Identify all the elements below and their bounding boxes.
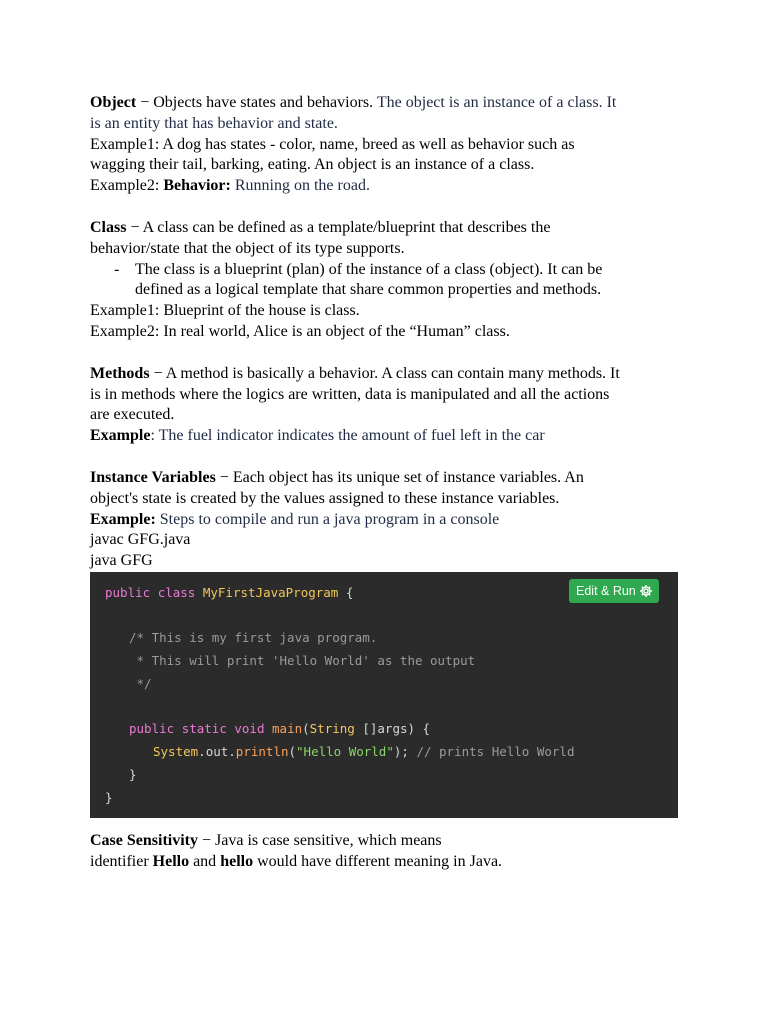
case-word-hello-lower: hello — [220, 852, 254, 870]
compile-command: javac GFG.java — [90, 531, 191, 549]
code-line-main — [129, 720, 430, 738]
code-line-close-class: } — [105, 790, 113, 805]
code-field: out — [205, 744, 229, 759]
methods-line-2: is in methods where the logics are written, data is manipulated and all the actions — [90, 385, 610, 403]
instance-vars-line-2: object's state is created by the values assigned to these instance variables. — [90, 489, 560, 507]
instance-vars-term: Instance Variables — [90, 468, 216, 486]
code-block — [90, 572, 678, 818]
class-bullet-text-2: defined as a logical template that share common properties and methods. — [135, 281, 602, 299]
methods-line-1 — [90, 364, 690, 385]
code-punct: []args) { — [354, 721, 431, 736]
code-keyword: static — [181, 721, 227, 736]
code-class-name: MyFirstJavaProgram — [202, 585, 339, 600]
code-class-ref: System — [153, 744, 199, 759]
object-example2 — [90, 176, 690, 197]
code-line-println — [153, 743, 574, 761]
run-command: java GFG — [90, 552, 153, 570]
code-punct: . — [228, 744, 236, 759]
class-line-1 — [90, 218, 690, 239]
case-line-1 — [90, 831, 690, 852]
methods-example — [90, 426, 690, 447]
object-term: Object — [90, 94, 137, 111]
code-keyword: class — [157, 585, 196, 600]
class-bullet-text-1: The class is a blueprint (plan) of the instance of a class (object). It can be — [135, 260, 603, 278]
object-example2-prefix: Example2: — [90, 177, 164, 195]
object-line-2: is an entity that has behavior and state. — [90, 114, 338, 132]
class-example2: Example2: In real world, Alice is an object of the “Human” class. — [90, 322, 510, 340]
code-punct: ( — [288, 744, 297, 759]
edit-and-run-label: Edit & Run — [576, 584, 636, 598]
case-sensitivity-section — [90, 831, 690, 873]
class-bullet-line-2 — [90, 280, 690, 301]
object-example2-label: Behavior: — [163, 177, 231, 195]
instance-vars-example-text: Steps to compile and run a java program in a console — [155, 510, 500, 528]
class-bullet-line-1 — [90, 260, 690, 281]
code-keyword: void — [234, 721, 265, 736]
object-example1-line-1: Example1: A dog has states - color, name, breed as well as behavior such as — [90, 135, 575, 153]
edit-and-run-button[interactable] — [569, 579, 659, 603]
case-def: − Java is case sensitive, which means — [198, 832, 442, 849]
code-type: String — [309, 721, 355, 736]
object-example1-line-2: wagging their tail, barking, eating. An object is an instance of a class. — [90, 156, 535, 174]
code-punct: { — [338, 585, 354, 600]
methods-def: − A method is basically a behavior. A class can contain many methods. It — [149, 364, 620, 382]
code-punct: ( — [302, 721, 310, 736]
code-keyword: public — [105, 585, 151, 600]
code-line-close-method: } — [129, 767, 137, 782]
object-line-1 — [90, 93, 690, 114]
code-keyword: public — [129, 721, 175, 736]
code-punct: . — [198, 744, 206, 759]
case-line-2 — [90, 852, 690, 873]
instance-vars-def: − Each object has its unique set of instance variables. An — [215, 468, 584, 486]
code-punct: ); — [393, 744, 417, 759]
class-example1: Example1: Blueprint of the house is class. — [90, 302, 360, 320]
code-string: "Hello World" — [296, 744, 394, 759]
case-word-hello-upper: Hello — [152, 852, 190, 870]
case-and-text: and — [189, 852, 221, 870]
code-inline-comment: // prints Hello World — [416, 744, 575, 759]
code-line-comment-3: */ — [129, 676, 152, 691]
object-def-cont: The object is an instance of a class. It — [373, 94, 617, 111]
class-def: − A class can be defined as a template/blueprint that describes the — [126, 218, 551, 236]
case-term: Case Sensitivity — [90, 832, 198, 849]
code-line-1 — [105, 584, 353, 602]
bullet-dash: - — [114, 260, 120, 278]
methods-example-text: : The fuel indicator indicates the amount of fuel left in the car — [150, 427, 545, 445]
case-identifier-text: identifier — [90, 852, 153, 870]
code-line-comment-1: /* This is my first java program. — [129, 630, 378, 645]
code-method-call: println — [235, 744, 289, 759]
class-line-2: behavior/state that the object of its type supports. — [90, 239, 405, 257]
gear-icon — [639, 584, 653, 598]
instance-vars-example — [90, 510, 690, 531]
code-method-name: main — [272, 721, 303, 736]
object-def: − Objects have states and behaviors. — [136, 94, 374, 111]
object-example2-text: Running on the road. — [230, 177, 370, 195]
methods-term: Methods — [90, 364, 150, 382]
case-rest-text: would have different meaning in Java. — [253, 852, 503, 870]
class-term: Class — [90, 218, 127, 236]
instance-vars-example-label: Example: — [90, 510, 156, 528]
code-line-comment-2: * This will print 'Hello World' as the output — [129, 653, 476, 668]
document-body — [90, 93, 690, 572]
methods-line-3: are executed. — [90, 406, 175, 424]
methods-example-label: Example — [90, 427, 151, 445]
instance-vars-line-1 — [90, 468, 690, 489]
